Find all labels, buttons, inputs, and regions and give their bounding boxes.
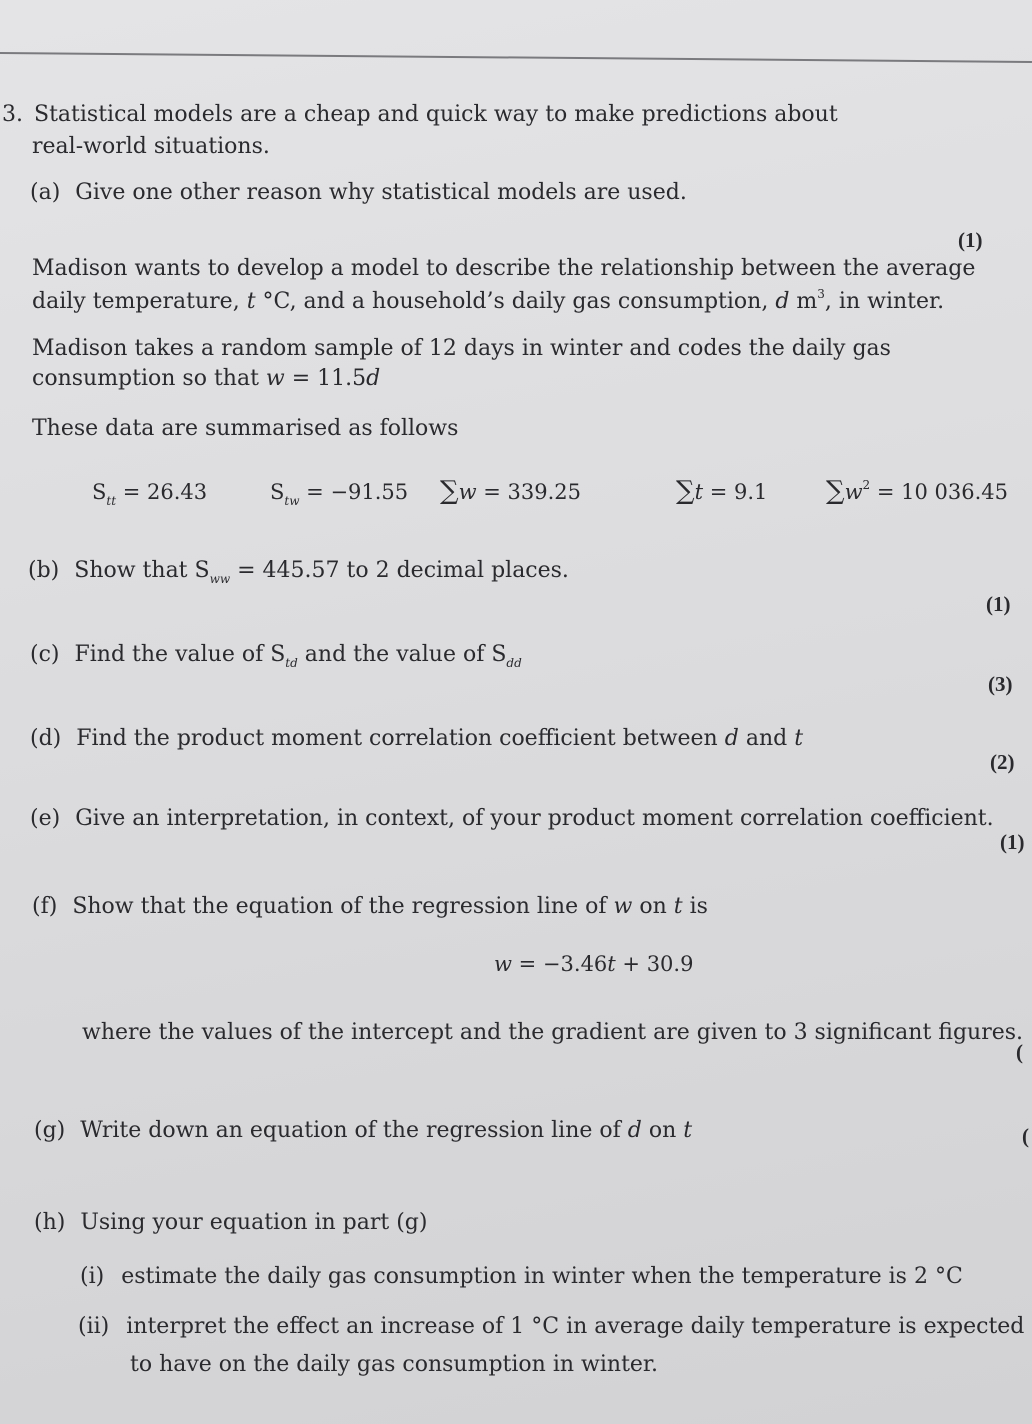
part-c: (c) Find the value of $S_{td}$ and the value of $S_{dd}$ — [30, 642, 522, 670]
summary-s-tt: $S_{tt} = 26.43$ — [92, 480, 208, 508]
summary-sum-w: ∑w = 339.25 — [440, 476, 581, 506]
part-e: (e) Give an interpretation, in context, of your product moment correlation coefficient. — [30, 806, 994, 831]
part-g: (g) Write down an equation of the regression line of d on t — [34, 1118, 693, 1143]
part-d-marks: (2) — [990, 750, 1015, 774]
part-f-after: where the values of the intercept and the gradient are given to 3 significant figures. — [82, 1020, 1024, 1045]
context1-line-1: Madison wants to develop a model to describe the relationship between the average — [32, 256, 976, 281]
context2-line-1: Madison takes a random sample of 12 days in winter and codes the daily gas — [32, 336, 891, 361]
part-f-equation: w = −3.46t + 30.9 — [494, 952, 694, 976]
part-h-i: (i) estimate the daily gas consumption in winter when the temperature is 2 °C — [80, 1264, 963, 1289]
summary-intro: These data are summarised as follows — [32, 416, 459, 441]
part-d: (d) Find the product moment correlation coefficient between d and t — [30, 726, 804, 751]
page-top-rule — [0, 52, 1032, 63]
summary-sum-w2: $\sum w^2 = 10$ 036.45 — [826, 476, 1009, 506]
intro-line-2: real-world situations. — [32, 134, 270, 159]
part-c-marks: (3) — [988, 672, 1013, 696]
part-g-marks: ( — [1022, 1124, 1029, 1148]
context1-line-2: daily temperature, t °C, and a household’s daily gas consumption, d $m^3$, in winter. — [32, 287, 945, 314]
part-a-label: (a) — [30, 180, 61, 205]
part-f-marks: ( — [1016, 1040, 1023, 1064]
intro-line-1: Statistical models are a cheap and quick way to make predictions about — [34, 102, 838, 127]
part-b-marks: (1) — [986, 592, 1011, 616]
part-a — [30, 182, 687, 204]
part-a-text: Give one other reason why statistical models are used. — [75, 180, 687, 205]
summary-s-tw: $S_{tw} = -91.55$ — [270, 480, 409, 508]
part-b: (b) Show that $S_{ww} = 445.57$ to 2 decimal places. — [28, 558, 569, 586]
summary-sum-t: ∑t = 9.1 — [676, 476, 768, 506]
part-f: (f) Show that the equation of the regression line of w on t is — [32, 894, 708, 919]
part-h-ii-line-1: (ii) interpret the effect an increase of 1 °C in average daily temperature is expected — [78, 1314, 1025, 1339]
part-e-marks: (1) — [1000, 830, 1025, 854]
part-h: (h) Using your equation in part (g) — [34, 1210, 428, 1235]
part-a-marks: (1) — [958, 228, 983, 252]
part-h-ii-line-2: to have on the daily gas consumption in winter. — [130, 1352, 659, 1377]
question-number: 3. — [2, 102, 23, 127]
context2-line-2: consumption so that w = 11.5d — [32, 366, 381, 391]
